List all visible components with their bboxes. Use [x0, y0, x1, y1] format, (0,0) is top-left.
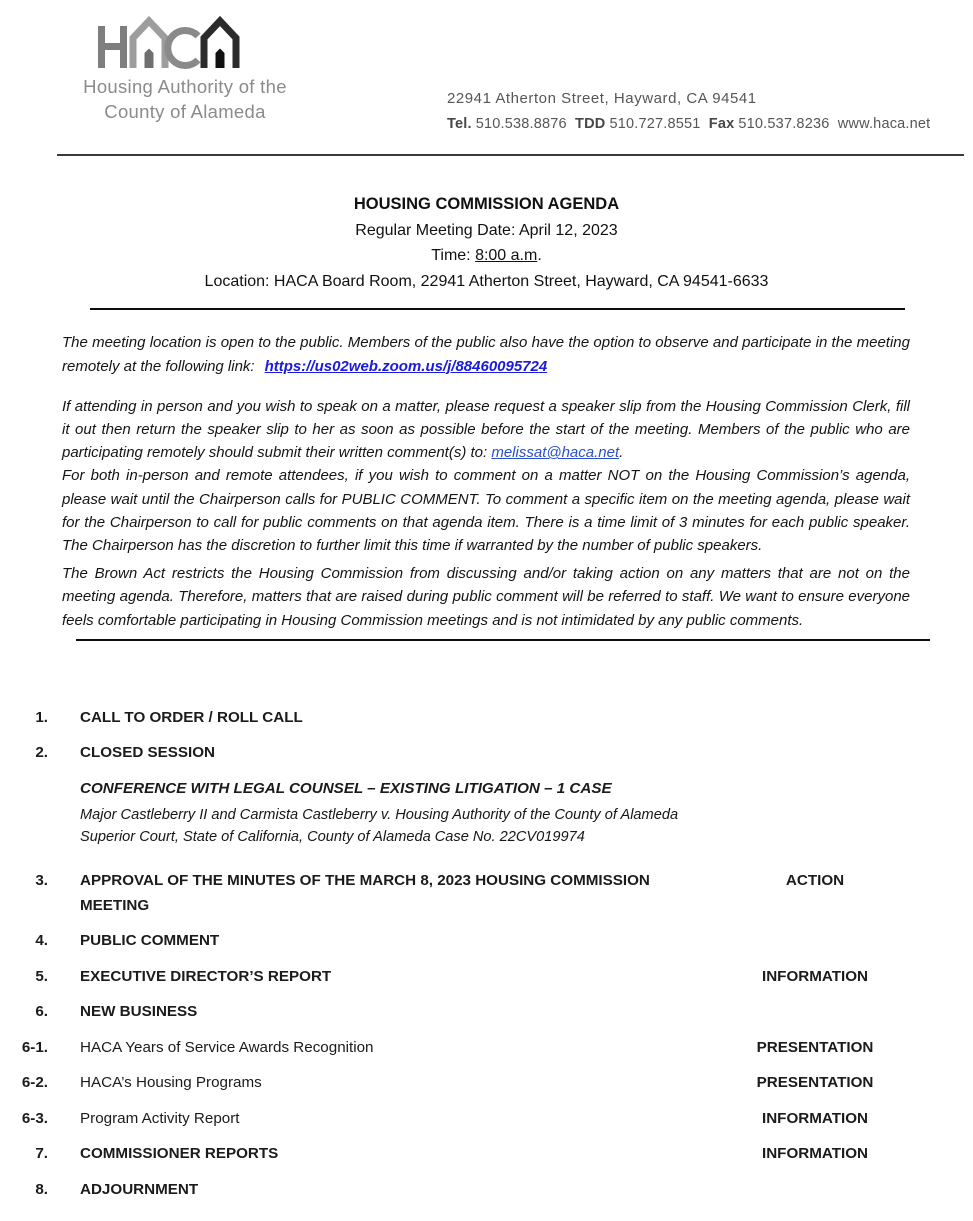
agenda-item-row — [0, 1177, 973, 1202]
agenda-item-number: 6-2. — [21, 1074, 48, 1092]
remote-participation-paragraph — [62, 331, 910, 377]
agenda-list — [0, 705, 973, 1202]
agenda-item-label: HACA Years of Service Awards Recognition — [80, 1038, 374, 1056]
agenda-item-label: CLOSED SESSION — [80, 744, 216, 762]
agenda-item-number: 8. — [35, 1180, 48, 1198]
header-divider — [57, 154, 964, 156]
meeting-date-line: Regular Meeting Date: April 12, 2023 — [355, 221, 618, 239]
agenda-item-row — [0, 868, 973, 918]
tel-number: 510.538.8876 — [475, 116, 567, 132]
time-prefix: Time: — [431, 247, 476, 265]
brown-act-paragraph: The Brown Act restricts the Housing Commission from discussing and/or taking action on any matters that are not on the meeting agenda. Therefore, matters that are raised during public comment will be referred to staff. We want to ensure everyone feels comfortable participating in Housing Commission meetings and is not intimidated by any public comments. — [62, 565, 910, 629]
fax-label: Fax — [708, 116, 735, 132]
closed-session-details — [80, 776, 973, 848]
email-link[interactable]: melissat@haca.net — [491, 444, 620, 462]
agenda-item-tag: ACTION — [785, 871, 845, 889]
website-text: www.haca.net — [837, 116, 931, 132]
public-comment-rules-paragraph: For both in-person and remote attendees, if you wish to comment on a matter NOT on the Housing Commission’s agenda, please wait until the Chairperson calls for PUBLIC COMMENT. To comment a specific item on the meeting agenda, please wait for the Chairperson to call for public comments on that agenda item. There is a time limit of 3 minutes for each public speaker. The Chairperson has the discretion to further limit this time if warranted by the number of public speakers. — [62, 467, 910, 554]
agenda-item-row — [0, 1106, 973, 1131]
agenda-item-tag: INFORMATION — [761, 1109, 868, 1127]
agenda-item-number: 6-3. — [21, 1109, 48, 1127]
agenda-item-number: 1. — [35, 708, 48, 726]
agenda-item-number: 6. — [35, 1003, 48, 1021]
agenda-item-row — [0, 964, 973, 989]
agenda-item-label: ADJOURNMENT — [80, 1180, 199, 1198]
agenda-item-tag: PRESENTATION — [756, 1074, 874, 1092]
haca-houses-logo-icon — [96, 12, 254, 74]
agenda-item-row — [0, 1141, 973, 1166]
agenda-item-row — [0, 1035, 973, 1060]
notice-bottom-divider — [76, 639, 930, 641]
agenda-item-number: 4. — [35, 932, 48, 950]
closed-session-heading: CONFERENCE WITH LEGAL COUNSEL – EXISTING LITIGATION – 1 CASE — [80, 779, 612, 797]
agenda-item-row — [0, 999, 973, 1024]
agenda-item-number: 6-1. — [21, 1038, 48, 1056]
tdd-label: TDD — [575, 116, 606, 132]
agenda-item-tag: INFORMATION — [761, 1145, 868, 1163]
agenda-item-label: PUBLIC COMMENT — [80, 932, 220, 950]
time-value: 8:00 a.m — [475, 247, 538, 265]
document-title: HOUSING COMMISSION AGENDA — [353, 195, 620, 213]
agenda-item-row — [0, 928, 973, 953]
agenda-item-row — [0, 1070, 973, 1095]
agenda-item-label: HACA’s Housing Programs — [80, 1074, 262, 1092]
phone-fax-web-line — [447, 116, 934, 132]
agenda-item-label: CALL TO ORDER / ROLL CALL — [80, 708, 303, 726]
agenda-item-label: Program Activity Report — [80, 1109, 240, 1127]
haca-logo — [80, 12, 290, 124]
agenda-item-number: 7. — [35, 1145, 48, 1163]
notice-top-divider — [90, 308, 905, 310]
agenda-item-tag: INFORMATION — [761, 967, 868, 985]
street-address: 22941 Atherton Street, Hayward, CA 94541 — [447, 90, 757, 107]
contact-info — [447, 90, 934, 132]
meeting-info-block — [0, 192, 973, 294]
speaker-slip-paragraph — [62, 395, 910, 465]
closed-session-case-line1: Major Castleberry II and Carmista Castleberry v. Housing Authority of the County of Alameda — [80, 806, 679, 823]
agenda-item-label: EXECUTIVE DIRECTOR’S REPORT — [80, 967, 332, 985]
agenda-item-row — [0, 705, 973, 730]
tdd-number: 510.727.8551 — [609, 116, 701, 132]
meeting-location-line: Location: HACA Board Room, 22941 Atherton Street, Hayward, CA 94541-6633 — [204, 272, 769, 290]
agenda-item-tag: PRESENTATION — [756, 1038, 874, 1056]
agenda-item-label: APPROVAL OF THE MINUTES OF THE MARCH 8, 2023 HOUSING COMMISSION MEETING — [80, 871, 650, 914]
org-name — [80, 74, 290, 124]
org-name-line2: County of Alameda — [104, 101, 266, 122]
closed-session-case-line2: Superior Court, State of California, County of Alameda Case No. 22CV019974 — [80, 828, 585, 845]
tel-label: Tel. — [447, 116, 472, 132]
org-name-line1: Housing Authority of the — [83, 76, 287, 97]
public-notices — [62, 331, 910, 631]
remote-participation-text: The meeting location is open to the public. Members of the public also have the option to observe and participate in the meeting remotely at the following link: — [62, 334, 910, 375]
zoom-meeting-link[interactable]: https://us02web.zoom.us/j/88460095724 — [264, 357, 548, 375]
meeting-time-line — [0, 243, 973, 269]
agenda-item-number: 3. — [35, 871, 48, 889]
speaker-slip-text: If attending in person and you wish to speak on a matter, please request a speaker slip from the Housing Commission Clerk, fill it out then return the speaker slip to her as soon as possible before the start of the meeting. Members of the public who are participating remotely should submit their written comment(s) to: — [62, 397, 910, 462]
fax-number: 510.537.8236 — [738, 116, 830, 132]
agenda-item-label: COMMISSIONER REPORTS — [80, 1145, 279, 1163]
agenda-item-row — [0, 740, 973, 765]
agenda-item-label: NEW BUSINESS — [80, 1003, 198, 1021]
time-suffix: . — [537, 247, 542, 265]
agenda-item-number: 5. — [35, 967, 48, 985]
email-sentence-period: . — [619, 444, 624, 462]
document-header — [0, 0, 973, 154]
agenda-item-number: 2. — [35, 744, 48, 762]
